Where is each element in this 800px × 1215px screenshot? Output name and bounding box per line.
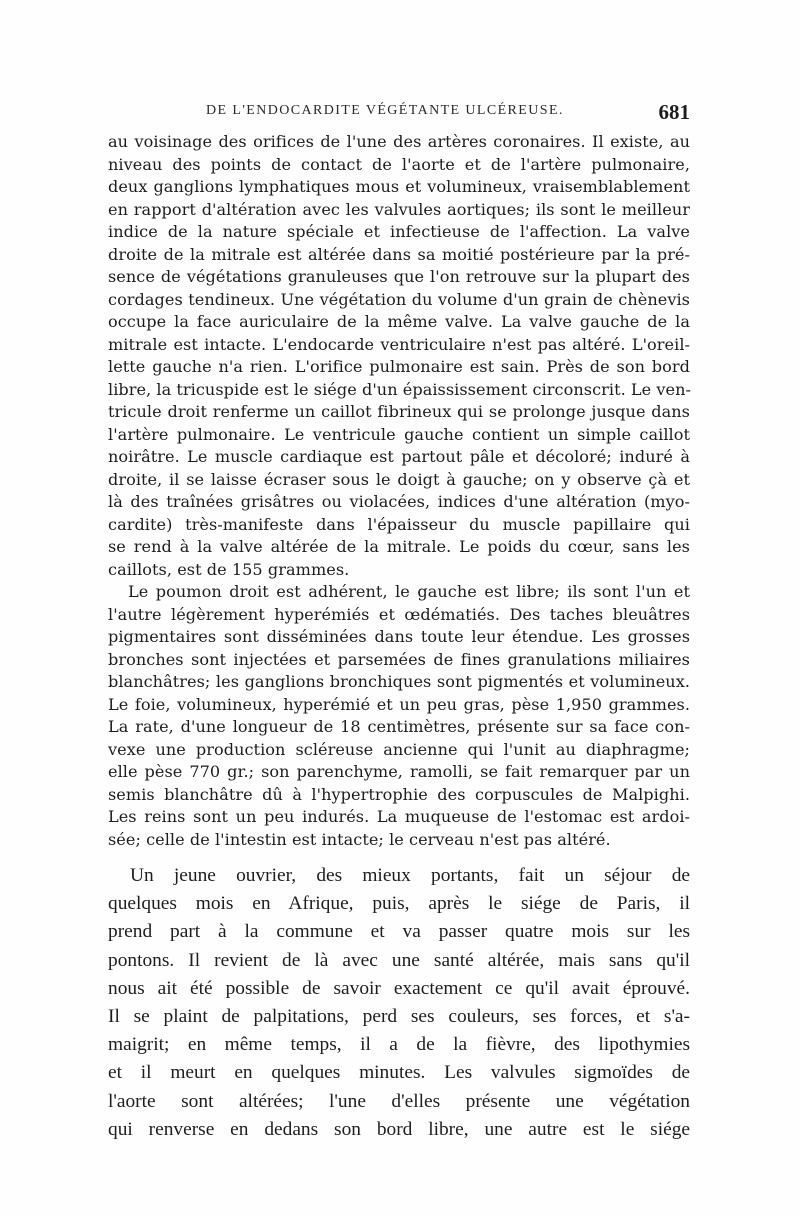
text-line: là des traînées grisâtres ou violacées, indices d'une altération (myo- — [108, 492, 690, 511]
running-head: DE L'ENDOCARDITE VÉGÉTANTE ULCÉREUSE. — [206, 103, 564, 118]
text-line: mitrale est intacte. L'endocarde ventriculaire n'est pas altéré. L'oreil- — [108, 334, 690, 354]
case-narrative-text — [108, 862, 690, 1144]
text-line: l'autre légèrement hyperémiés et œdématiés. Des taches bleuâtres — [108, 604, 690, 624]
text-line: pontons. Il revient de là avec une santé altérée, mais sans qu'il — [108, 949, 690, 971]
text-line: niveau des points de contact de l'aorte et de l'artère pulmonaire, — [108, 154, 690, 174]
text-line: tricule droit renferme un caillot fibrineux qui se prolonge jusque dans — [108, 402, 690, 421]
text-line: libre, la tricuspide est le siége d'un épaississement circonscrit. Le ven- — [108, 379, 692, 399]
text-line: l'artère pulmonaire. Le ventricule gauche contient un simple caillot — [108, 424, 690, 444]
text-line: et il meurt en quelques minutes. Les valvules sigmoïdes de — [108, 1062, 690, 1084]
text-line: l'aorte sont altérées; l'une d'elles présente une végétation — [108, 1090, 690, 1112]
text-line: bronches sont injectées et parsemées de fines granulations miliaires — [108, 649, 690, 669]
text-line: au voisinage des orifices de l'une des artères coronaires. Il existe, au — [108, 132, 690, 151]
text-line: Il se plaint de palpitations, perd ses couleurs, ses forces, et s'a- — [108, 1006, 690, 1028]
text-line: nous ait été possible de savoir exactement ce qu'il avait éprouvé. — [108, 977, 690, 999]
text-line: qui renverse en dedans son bord libre, une autre est le siége — [108, 1118, 690, 1140]
text-line: sée; celle de l'intestin est intacte; le cerveau n'est pas altéré. — [108, 829, 611, 849]
text-line: prend part à la commune et va passer quatre mois sur les — [108, 921, 690, 943]
text-line: quelques mois en Afrique, puis, après le siége de Paris, il — [108, 893, 690, 915]
text-line: noirâtre. Le muscle cardiaque est partout pâle et décoloré; induré à — [108, 447, 690, 466]
text-line: Les reins sont un peu indurés. La muqueuse de l'estomac est ardoi- — [108, 807, 690, 826]
text-line: cardite) très-manifeste dans l'épaisseur du muscle papillaire qui — [108, 514, 690, 534]
clinical-observation-text — [108, 131, 690, 851]
text-line: Le foie, volumineux, hyperémié et un peu gras, pèse 1,950 grammes. — [108, 694, 690, 714]
text-line: Un jeune ouvrier, des mieux portants, fait un séjour de — [130, 865, 690, 886]
text-line: maigrit; en même temps, il a de la fièvre, des lipothymies — [108, 1034, 690, 1056]
text-line: indice de la nature spéciale et infectieuse de l'affection. La valve — [108, 222, 690, 241]
text-line: cordages tendineux. Une végétation du volume d'un grain de chènevis — [108, 289, 690, 309]
text-line: La rate, d'une longueur de 18 centimètres, présente sur sa face con- — [108, 717, 690, 736]
page-header — [108, 100, 690, 126]
text-line: se rend à la valve altérée de la mitrale. Le poids du cœur, sans les — [108, 537, 690, 556]
text-line: pigmentaires sont disséminées dans toute leur étendue. Les grosses — [108, 627, 690, 646]
text-line: occupe la face auriculaire de la même valve. La valve gauche de la — [108, 312, 690, 331]
text-line: Le poumon droit est adhérent, le gauche est libre; ils sont l'un et — [128, 582, 690, 601]
text-line: droite, il se laisse écraser sous le doigt à gauche; on y observe çà et — [108, 469, 690, 489]
text-line: semis blanchâtre dû à l'hypertrophie des corpuscules de Malpighi. — [108, 784, 690, 804]
text-line: sence de végétations granuleuses que l'on retrouve sur la plupart des — [108, 267, 690, 286]
text-line: elle pèse 770 gr.; son parenchyme, ramolli, se fait remarquer par un — [108, 762, 690, 781]
text-line: caillots, est de 155 grammes. — [108, 559, 350, 579]
text-line: droite de la mitrale est altérée dans sa moitié postérieure par la pré- — [108, 244, 690, 264]
text-line: en rapport d'altération avec les valvules aortiques; ils sont le meilleur — [108, 199, 690, 219]
text-line: deux ganglions lymphatiques mous et volumineux, vraisemblablement — [108, 177, 690, 196]
text-line: lette gauche n'a rien. L'orifice pulmonaire est sain. Près de son bord — [108, 357, 690, 376]
text-line: blanchâtres; les ganglions bronchiques sont pigmentés et volumineux. — [108, 672, 690, 691]
text-line: vexe une production scléreuse ancienne qui l'unit au diaphragme; — [108, 739, 690, 759]
page-number: 681 — [658, 100, 690, 124]
